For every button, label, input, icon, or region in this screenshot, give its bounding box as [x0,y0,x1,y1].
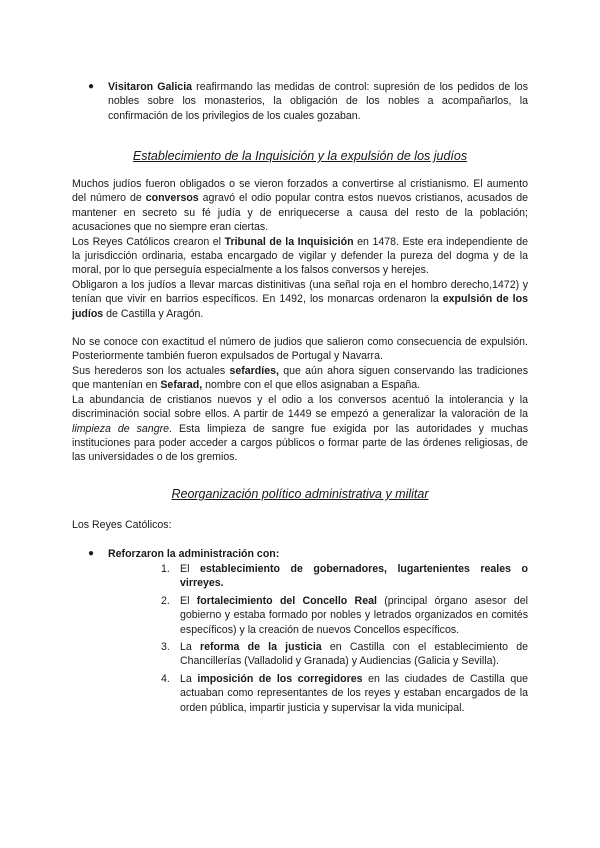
list-item: 3. La reforma de la justicia en Castilla con el establecimiento de Chancillerías (Valladolid y Granada) y Audiencias (Galicia y Sevilla). [161,641,528,668]
paragraph: Sus herederos son los actuales sefardíes, que aún ahora siguen conservando las tradiciones que mantenían en Sefarad, nombre con el que ellos asignaban a España. [72,364,528,392]
administracion-bullet: Reforzaron la administración con: [108,548,280,560]
section-body-inquisicion [72,177,528,465]
paragraph: Obligaron a los judíos a llevar marcas distinitivas (una señal roja en el hombro derecho,1472) y tenían que vivir en barrios específicos. En 1492, los monarcas ordenaron la expulsión de los judíos de Castilla y Aragón. [72,278,528,320]
section-intro: Los Reyes Católicos: [72,519,172,531]
list-item: 4. La imposición de los corregidores en las ciudades de Castilla que actuaban como representantes de los reyes y estaban encargados de la orden pública, impartir justicia y supervisar la vida municipal. [161,672,528,714]
list-item: 2. El fortalecimiento del Concello Real (principal órgano asesor del gobierno y estaba formado por nobles y letrados organizados en comités específicos) y la creación de nuevos Concellos específicos. [161,594,528,636]
bullet-dot: ● [88,81,95,92]
numbered-list [161,562,528,718]
bullet-text: reafirmando las medidas de control: supresión de los pedidos de los nobles sobre los monasterios, la obligación de los nobles a acompañarlos, la confirmación de los privilegios de los cuales gozaban. [108,81,528,122]
paragraph: Los Reyes Católicos crearon el Tribunal de la Inquisición en 1478. Este era independiente de la jurisdicción ordinaria, estaba encargado de vigilar y defender la pureza del dogma y de la moral, por lo que perseguía especialmente a los falsos conversos y herejes. [72,235,529,277]
paragraph: La abundancia de cristianos nuevos y el odio a los conversos acentuó la intolerancia y la discriminación social sobre ellos. A partir de 1449 se empezó a generalizar la valoración de la limpieza de sangre. Esta limpieza de sangre fue exigida por las autoridades y muchas instituciones para poder acceder a cargos públicos o formar parte de las órdenes religiosas, de las universidades o de los gremios. [72,393,528,464]
section-title-inquisicion: Establecimiento de la Inquisición y la expulsión de los judíos [132,149,468,163]
bullet-dot: ● [88,548,95,559]
list-item: 1. El establecimiento de gobernadores, lugartenientes reales o virreyes. [161,563,528,590]
visit-galicia-bullet [108,80,528,123]
section-title-reorganizacion: Reorganización político administrativa y militar [171,487,429,501]
paragraph: Muchos judíos fueron obligados o se vieron forzados a convertirse al cristianismo. El aumento del número de conversos agravó el odio popular contra estos nuevos cristianos, acusados de mantener en secreto su fé judía y de enriquecerse a causa del resto de la población; acusaciones que no siempre eran ciertas. [72,178,528,234]
paragraph: No se conoce con exactitud el número de judios que salieron como consecuencia de expulsión. Posteriormente también fueron expulsados de Portugal y Navarra. [72,336,528,363]
bold-phrase: Visitaron Galicia [108,81,193,93]
